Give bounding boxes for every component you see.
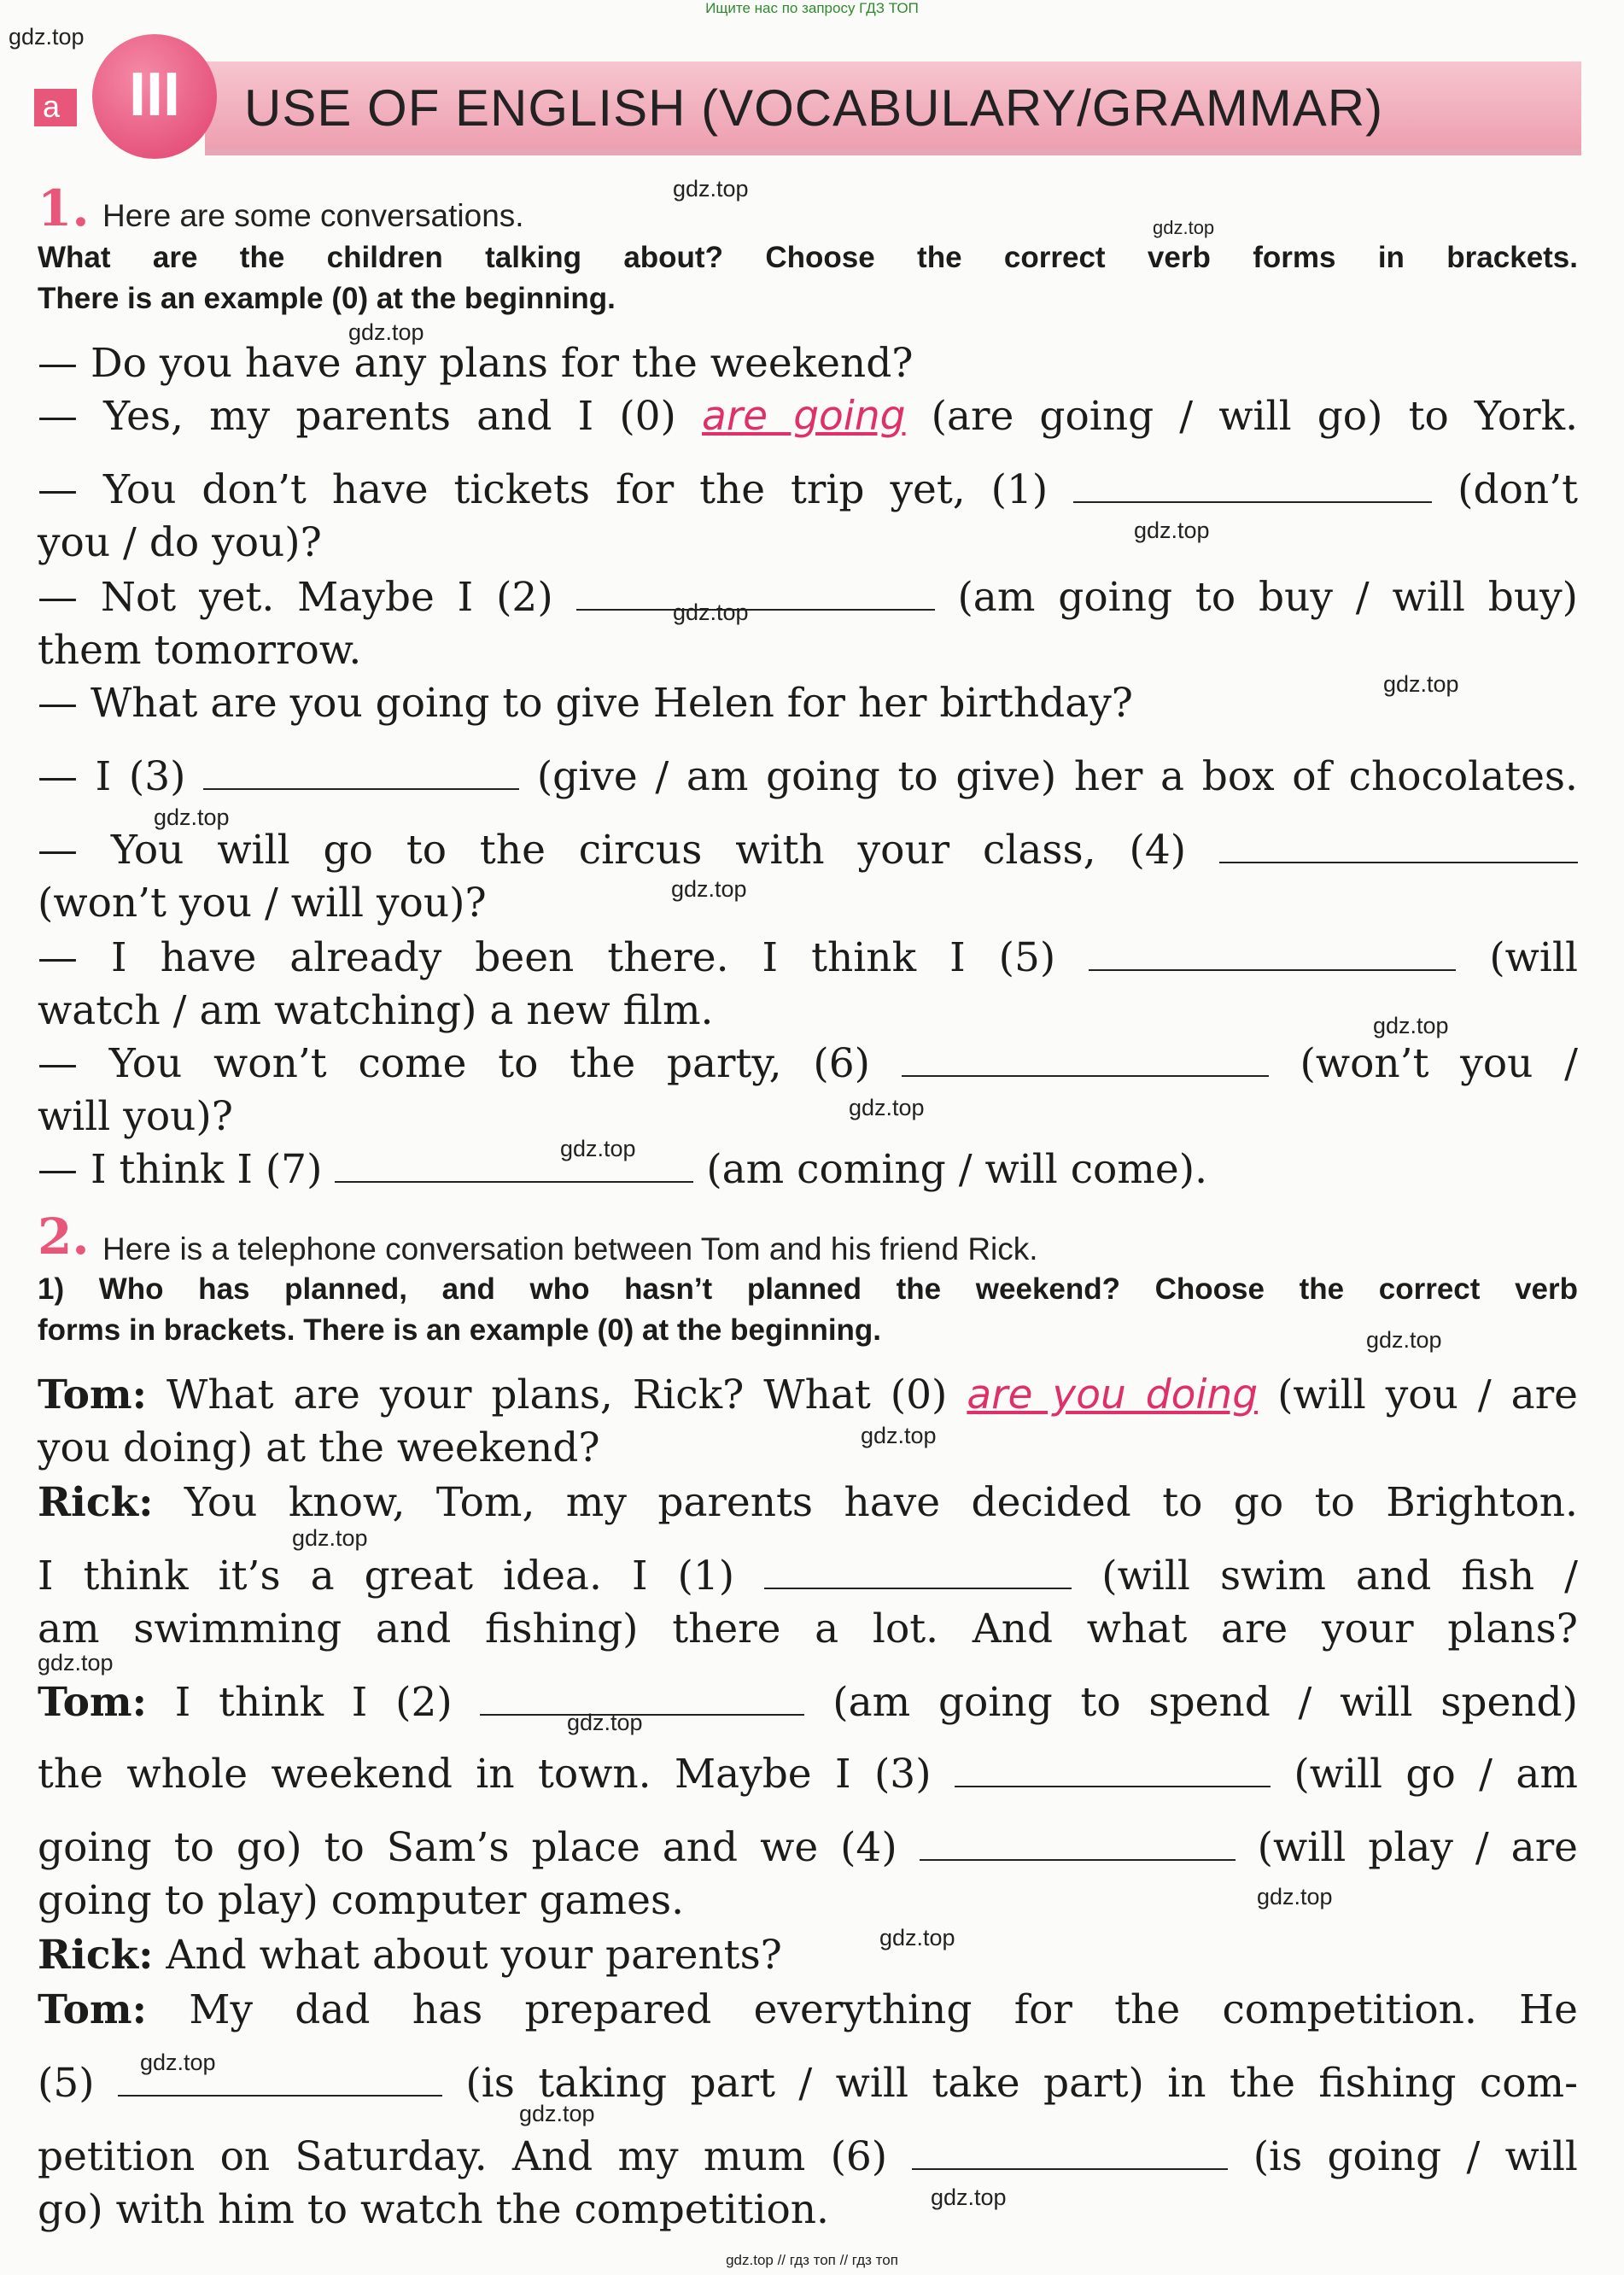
ex2-line: am swimming and fishing) there a lot. And what are your plans? [38,1605,1578,1652]
exercise-1-number: 1. [38,179,90,237]
watermark: gdz.top [861,1423,937,1448]
ex1-line: will you)? [38,1093,233,1140]
watermark: gdz.top [567,1710,643,1735]
ex2-line: petition on Saturday. And my mum (6) (is going / will [38,2133,1578,2180]
ex2-line: going to go) to Sam’s place and we (4) (will play / are [38,1824,1578,1871]
ex1-line: — I (3) (give / am going to give) her a box of chocolates. [38,753,1578,800]
answer-blank-7[interactable] [335,1155,693,1183]
ex2-line: (5) (is taking part / will take part) in the fishing com- [38,2060,1578,2107]
ex2-line: the whole weekend in town. Maybe I (3) (will go / am [38,1751,1579,1798]
exercise-2-number: 2. [38,1208,90,1266]
ex2-line: go) with him to watch the competition. [38,2186,829,2233]
bottom-note: gdz.top // гдз топ // гдз топ [726,2252,898,2268]
ex2-line: Rick: You know, Tom, my parents have decided to go to Brighton. [38,1479,1578,1526]
ex1-line: — Not yet. Maybe I (2) (am going to buy / will buy) [38,574,1578,621]
ex1-line: — I have already been there. I think I (5) (will [38,934,1578,981]
watermark: gdz.top [1257,1884,1333,1909]
watermark: gdz.top [849,1095,925,1120]
ex2-line: you doing) at the weekend? [38,1424,600,1471]
watermark: gdz.top [140,2050,216,2075]
answer-blank-4[interactable] [1219,836,1578,863]
answer-blank-3[interactable] [955,1760,1271,1787]
watermark: gdz.top [931,2184,1007,2210]
answer-blank-5[interactable] [1089,944,1456,971]
watermark: gdz.top [38,1650,114,1676]
watermark: gdz.top [1153,217,1215,238]
watermark: gdz.top [673,599,749,625]
section-number-badge [92,34,217,159]
ex2-line: Tom: What are your plans, Rick? What (0) are you doing (will you / are [38,1371,1578,1418]
watermark: gdz.top [879,1925,955,1950]
watermark: gdz.top [560,1136,636,1161]
ex1-line: — What are you going to give Helen for her birthday? [38,680,1133,727]
exercise-1-intro: Here are some conversations. [102,198,524,233]
header-underline [205,149,1581,155]
ex1-line: (won’t you / will you)? [38,880,487,927]
exercise-1-instruction-2: There is an example (0) at the beginning. [38,282,616,315]
ex2-line: going to play) computer games. [38,1877,685,1924]
exercise-2-instruction: 1) Who has planned, and who hasn’t planned the weekend? Choose the correct verb [38,1272,1578,1306]
answer-blank-6[interactable] [902,1050,1269,1077]
ex1-line: them tomorrow. [38,627,362,674]
top-note: Ищите нас по запросу ГДЗ ТОП [705,0,919,16]
ex1-line: — You don’t have tickets for the trip yet, (1) (don’t [38,466,1578,513]
watermark: gdz.top [1134,518,1210,543]
watermark: gdz.top [1373,1013,1449,1038]
example-answer: are going [702,393,906,440]
example-answer: are you doing [967,1371,1259,1418]
answer-blank-2[interactable] [576,583,935,611]
ex1-line: — You will go to the circus with your class, (4) [38,827,1578,874]
watermark: gdz.top [519,2101,595,2126]
ex2-line: Tom: I think I (2) (am going to spend / will spend) [38,1679,1578,1726]
ex1-line: — Do you have any plans for the weekend? [38,340,914,387]
answer-blank-6[interactable] [912,2143,1228,2170]
ex1-line: watch / am watching) a new film. [38,987,714,1034]
watermark: gdz.top [154,804,230,830]
watermark: gdz.top [673,176,749,202]
answer-blank-3[interactable] [203,763,519,790]
ex1-line: you / do you)? [38,519,322,566]
watermark: gdz.top [671,876,747,902]
exercise-2-instruction-2: forms in brackets. There is an example (0) at the beginning. [38,1313,882,1347]
exercise-1-instruction: What are the children talking about? Choose the correct verb forms in brackets. [38,241,1578,274]
ex1-line: — Yes, my parents and I (0) are going (are going / will go) to York. [38,393,1579,440]
page-title: USE OF ENGLISH (VOCABULARY/GRAMMAR) [244,79,1384,137]
answer-blank-1[interactable] [764,1562,1072,1589]
watermark: gdz.top [9,24,85,50]
ex2-line: Tom: My dad has prepared everything for the competition. He [38,1986,1578,2033]
answer-blank-1[interactable] [1073,476,1432,503]
ex2-line: I think it’s a great idea. I (1) (will swim and fish / [38,1553,1578,1600]
section-letter-icon: a [34,89,77,126]
ex2-line: Rick: And what about your parents? [38,1932,782,1979]
answer-blank-4[interactable] [920,1833,1236,1861]
ex1-line: — You won’t come to the party, (6) (won’t you / [38,1040,1579,1087]
roman-numeral: III [128,61,180,129]
exercise-2-intro: Here is a telephone conversation between Tom and his friend Rick. [102,1231,1038,1266]
watermark: gdz.top [292,1525,368,1551]
watermark: gdz.top [1383,671,1459,697]
ex1-line: — I think I (7) (am coming / will come). [38,1146,1208,1193]
watermark: gdz.top [348,319,424,345]
watermark: gdz.top [1366,1327,1442,1353]
